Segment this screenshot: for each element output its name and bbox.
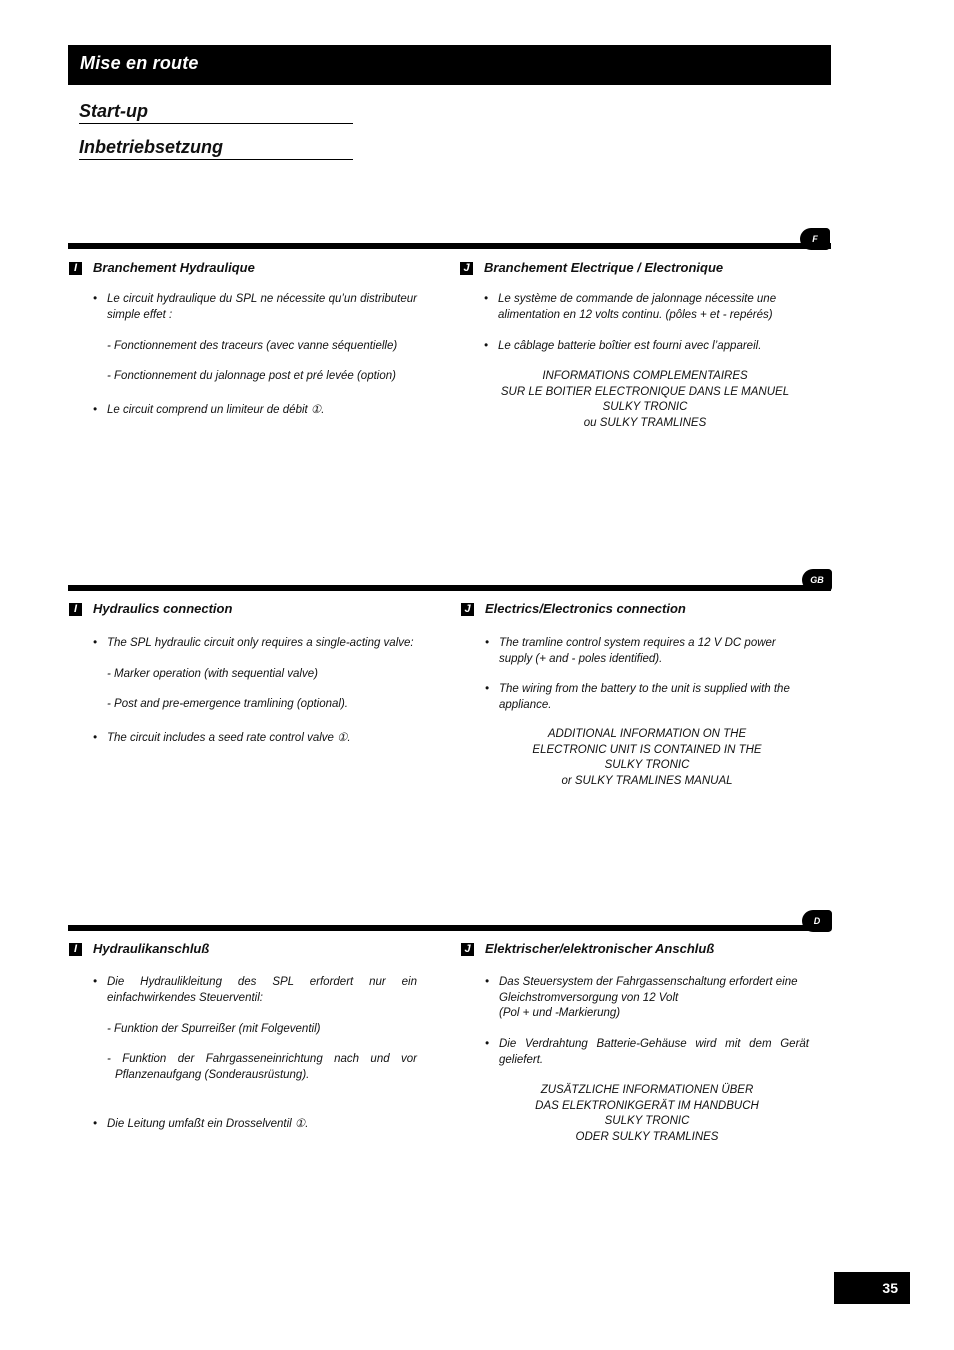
page-title: Mise en route	[80, 53, 199, 73]
list-sub-item: - Funktion der Spurreißer (mit Folgeventil)	[107, 1023, 321, 1035]
list-sub-item: - Post and pre-emergence tramlining (optional).	[107, 698, 348, 710]
bullet-icon: •	[93, 1118, 98, 1130]
language-badge-d: D	[802, 910, 832, 932]
bullet-icon: •	[93, 976, 98, 988]
list-item-text: Le câblage batterie boîtier est fourni avec l’appareil.	[498, 340, 762, 352]
list-sub-item: - Fonctionnement du jalonnage post et pré levée (option)	[107, 370, 396, 382]
section-icon-j: J	[460, 262, 473, 275]
info-line: ZUSÄTZLICHE INFORMATIONEN ÜBER	[540, 1084, 754, 1096]
section-rule-gb	[68, 585, 831, 591]
list-item	[485, 975, 815, 1022]
language-badge-f: F	[800, 228, 830, 250]
list-item-text: The circuit includes a seed rate control valve ①.	[107, 732, 351, 744]
list-item	[93, 292, 417, 323]
info-line: ODER SULKY TRAMLINES	[575, 1130, 719, 1143]
info-line: ADDITIONAL INFORMATION ON THE	[547, 728, 747, 740]
section-icon-j: J	[461, 603, 474, 616]
info-line: SULKY TRONIC	[602, 401, 688, 413]
list-item	[93, 1117, 417, 1133]
subtitle-german: Inbetriebsetzung	[79, 136, 353, 160]
section-title: Hydraulics connection	[93, 601, 233, 616]
list-sub-item: - Fonctionnement des traceurs (avec vanne séquentielle)	[107, 340, 398, 352]
info-line: SUR LE BOITIER ELECTRONIQUE DANS LE MANUEL	[500, 385, 790, 398]
list-item	[93, 975, 417, 1006]
list-item	[93, 731, 417, 747]
list-item-text: Le circuit comprend un limiteur de débit ①.	[107, 404, 325, 416]
info-line: DAS ELEKTRONIKGERÄT IM HANDBUCH	[535, 1099, 759, 1112]
section-icon-i: I	[69, 603, 82, 616]
list-item-text: Die Verdrahtung Batterie-Gehäuse wird mit dem Gerät geliefert.	[499, 1038, 809, 1066]
section-title: Electrics/Electronics connection	[485, 601, 686, 616]
section-icon-i: I	[69, 943, 82, 956]
header-bar	[68, 45, 831, 85]
section-icon-i: I	[69, 262, 82, 275]
list-item-text: The tramline control system requires a 12 V DC power supply (+ and - poles identified).	[499, 637, 776, 665]
info-line: SULKY TRONIC	[604, 1115, 690, 1127]
list-sub-item: - Marker operation (with sequential valve)	[107, 668, 318, 680]
bullet-icon: •	[485, 1038, 490, 1050]
info-line: ou SULKY TRAMLINES	[583, 416, 707, 429]
list-item	[485, 636, 815, 667]
info-line: or SULKY TRAMLINES MANUAL	[561, 774, 733, 787]
bullet-icon: •	[93, 293, 98, 305]
info-line: ELECTRONIC UNIT IS CONTAINED IN THE	[532, 743, 762, 756]
section-icon-j: J	[461, 943, 474, 956]
list-item-text: (Pol + und -Markierung)	[499, 1007, 621, 1019]
bullet-icon: •	[484, 293, 489, 305]
list-item	[484, 339, 810, 355]
section-rule-d	[68, 925, 831, 931]
list-item-text: The SPL hydraulic circuit only requires a single-acting valve:	[107, 637, 414, 649]
bullet-icon: •	[485, 976, 490, 988]
language-badge-gb: GB	[802, 569, 832, 591]
section-title: Branchement Electrique / Electronique	[484, 260, 724, 275]
bullet-icon: •	[485, 637, 490, 649]
info-line: SULKY TRONIC	[604, 759, 690, 771]
info-line: INFORMATIONS COMPLEMENTAIRES	[542, 370, 748, 382]
list-item	[484, 292, 810, 323]
bullet-icon: •	[484, 340, 489, 352]
bullet-icon: •	[93, 637, 98, 649]
subtitle-english: Start-up	[79, 100, 353, 124]
info-block	[482, 727, 812, 789]
info-block	[480, 369, 810, 431]
info-block	[482, 1083, 812, 1145]
list-item-text: Das Steuersystem der Fahrgassenschaltung erfordert eine Gleichstromversorgung von 12 Volt	[499, 976, 798, 1004]
list-item-text: Le circuit hydraulique du SPL ne nécessite qu’un distributeur simple effet :	[107, 293, 417, 321]
bullet-icon: •	[93, 732, 98, 744]
list-item-text: Die Hydraulikleitung des SPL erfordert nur ein einfachwirkendes Steuerventil:	[107, 976, 417, 1004]
list-item-text: Die Leitung umfaßt ein Drosselventil ①.	[107, 1118, 309, 1130]
list-item	[485, 682, 815, 713]
list-sub-item: - Funktion der Fahrgasseneinrichtung nach und vor Pflanzenaufgang (Sonderausrüstung).	[107, 1053, 417, 1081]
section-title: Elektrischer/elektronischer Anschluß	[485, 941, 715, 956]
section-title: Hydraulikanschluß	[93, 941, 210, 956]
list-item	[93, 636, 423, 652]
list-item-text: Le système de commande de jalonnage nécessite une alimentation en 12 volts continu. (pôles + et - repérés)	[498, 293, 777, 321]
section-title: Branchement Hydraulique	[93, 260, 255, 275]
list-item-text: The wiring from the battery to the unit is supplied with the appliance.	[499, 683, 790, 711]
list-item	[93, 403, 417, 419]
bullet-icon: •	[485, 683, 490, 695]
section-rule-f	[68, 243, 831, 249]
bullet-icon: •	[93, 404, 98, 416]
list-item	[485, 1037, 809, 1068]
page-number: 35	[834, 1272, 910, 1304]
